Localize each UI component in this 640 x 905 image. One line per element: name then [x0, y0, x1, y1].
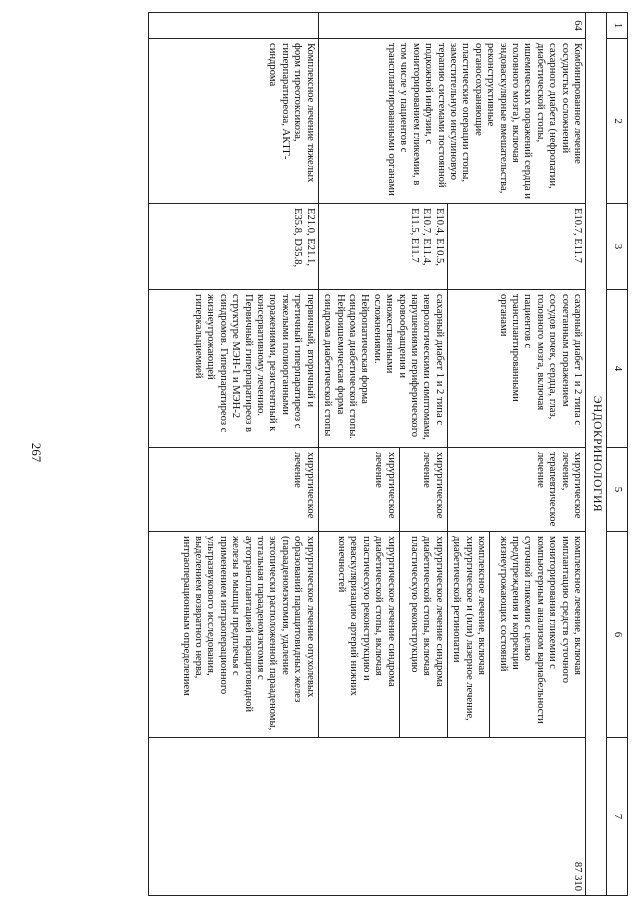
diagnosis-codes: E21.0, E21.1, E35.8, D35.8, — [148, 204, 318, 290]
treatment-method: хирургическое лечение опухолевых образований паращитовидных желез (парааденомэктомия, удаление эктопически расположенной парааденомы, тотальная парааденомэктомия с аутотрансплантацией паращитовидной железы в мышцы предплечья с применением интраоперационного ультразвукового исследования, выделением возвратного нерва, интраоперационным определением — [148, 532, 318, 738]
section-row — [586, 13, 607, 896]
diagnosis-codes: E10.4, E10.5, E10.7, E11.4, E11.5, E11.7 — [318, 204, 447, 290]
procedure-name: Комплексное лечение тяжелых форм тиреотоксикоза, гиперпаратиреоза, АКТГ-синдрома — [148, 39, 318, 204]
header-col-3: 3 — [607, 204, 628, 290]
treatment-method: комплексное лечение, включая имплантацию средств суточного мониторирования гликемии с компьютерным анализом вариабельности суточной гликемии с целью предупреждения и коррекции жизнеугрожающих состояний — [490, 532, 586, 738]
page-number: 267 — [29, 442, 44, 463]
treatment-method: хирургическое лечение синдрома диабетической стопы, включая пластическую реконструкцию и реваскуляризацию артерий нижних конечностей — [318, 532, 399, 738]
header-col-2: 2 — [607, 39, 628, 204]
procedure-name: Комбинированное лечение сосудистых осложнений сахарного диабета (нефропатии, диабетической стопы, ишемических поражений сердца и головного мозга), включая эндоваскулярные вмешательства, реконструктивные органосохраняющие пластические операции стопы, заместительную инсулиновую терапию системами постоянной подкожной инфузии, с мониторированием гликемии, в том числе у пациентов с трансплантированными органами — [318, 39, 585, 204]
patient-model: первичный, вторичный и третичный гиперпаратиреоз с тяжелыми полиорганными поражениями, резистентный к консервативному лечению. Первичный гиперпаратиреоз в структуре МЭН-1 и МЭН-2 синдромов. Гиперпаратиреоз с жизнеугрожающей гиперкальциемией — [148, 290, 318, 448]
table-row — [490, 13, 586, 896]
header-row — [607, 13, 628, 896]
treatment-type: хирургическое лечение — [318, 448, 399, 532]
row-number: 64 — [318, 13, 585, 39]
patient-model: сахарный диабет 1 и 2 типа с неврологическими симптомами, нарушениями периферического кровообращения и множественными осложнениями. Нейропатическая форма синдрома диабетической стопы. Нейроишемическая форма синдрома диабетической стопы — [318, 290, 447, 448]
row-number-empty — [148, 13, 318, 39]
patient-model: сахарный диабет 1 и 2 типа с сочетанным поражением сосудов почек, сердца, глаз, головного мозга, включая пациентов с трансплантированными органами — [447, 290, 585, 448]
header-col-7: 7 — [607, 738, 628, 896]
treatment-type: хирургическое лечение — [399, 448, 447, 532]
cost-value: 87 310 — [148, 738, 585, 896]
header-col-5: 5 — [607, 448, 628, 532]
header-col-4: 4 — [607, 290, 628, 448]
header-col-1: 1 — [607, 13, 628, 39]
treatment-method: комплексное лечение, включая хирургическое и (или) лазерное лечение, диабетической ретинопатии — [447, 532, 489, 738]
header-col-6: 6 — [607, 532, 628, 738]
treatment-type: хирургическое лечение, терапевтическое лечение — [447, 448, 585, 532]
section-title: ЭНДОКРИНОЛОГИЯ — [586, 13, 607, 896]
procedures-table — [148, 12, 628, 896]
diagnosis-codes: E10.7, E11.7 — [447, 204, 585, 290]
treatment-method: хирургическое лечение синдрома диабетической стопы, включая пластическую реконструкцию — [399, 532, 447, 738]
treatment-type: хирургическое лечение — [148, 448, 318, 532]
